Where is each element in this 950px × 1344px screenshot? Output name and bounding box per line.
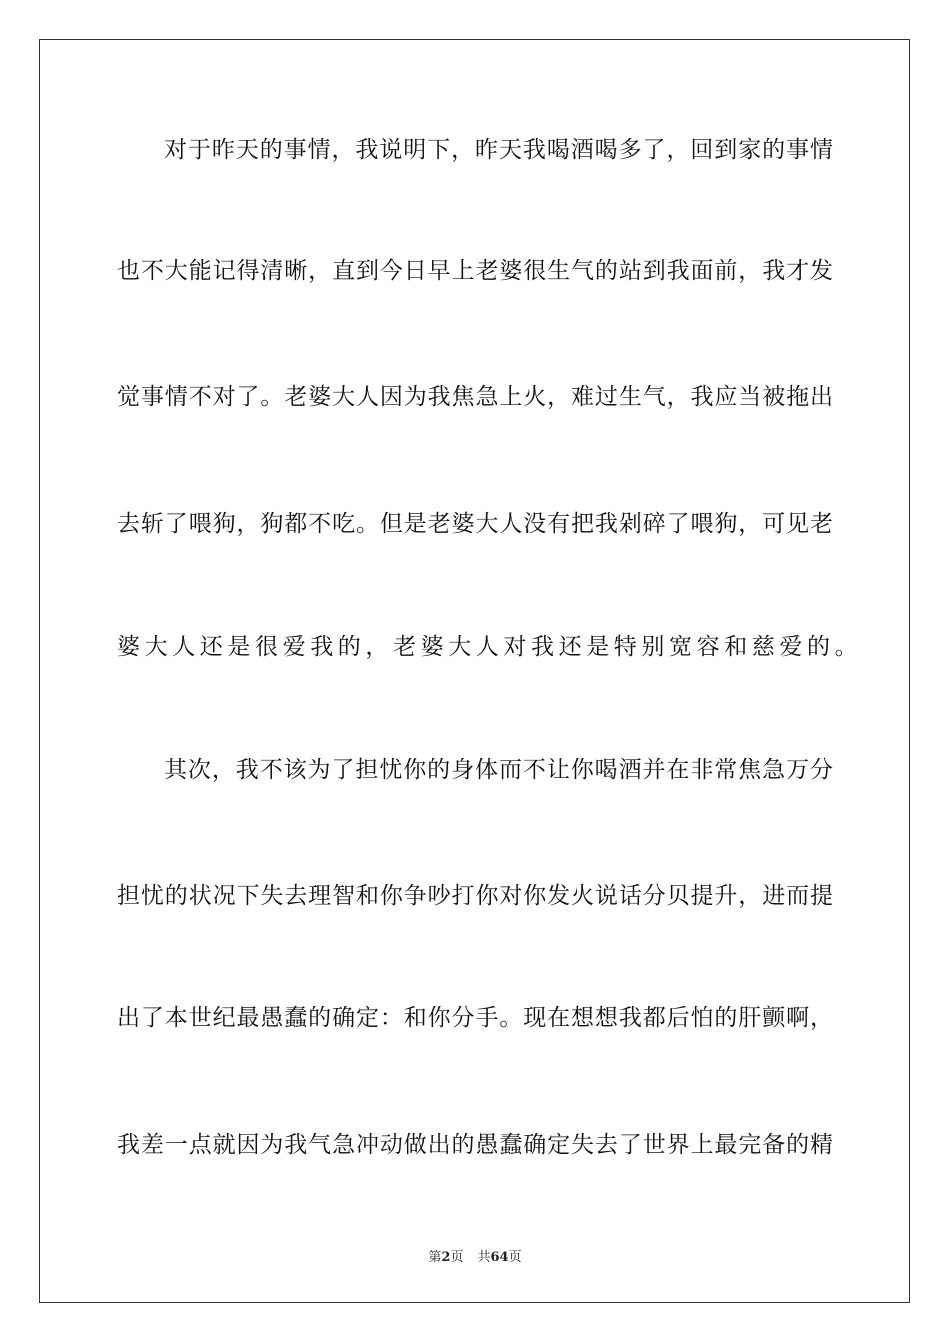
footer-total-prefix: 共 [477, 1250, 491, 1265]
footer-total-suffix: 页 [508, 1250, 522, 1265]
page-border [39, 39, 910, 1303]
footer-page-suffix: 页 [450, 1250, 464, 1265]
page-footer [0, 1246, 950, 1265]
paragraph-1-line-2: 也不大能记得清晰，直到今日早上老婆很生气的站到我面前，我才发 [117, 258, 833, 284]
footer-total-number: 64 [490, 1250, 509, 1265]
paragraph-1-line-4: 去斩了喂狗，狗都不吃。但是老婆大人没有把我剁碎了喂狗，可见老 [117, 511, 833, 537]
paragraph-2-line-2: 担忧的状况下失去理智和你争吵打你对你发火说话分贝提升，进而提 [117, 883, 833, 909]
paragraph-1-line-5: 婆大人还是很爱我的，老婆大人对我还是特别宽容和慈爱的。 [117, 634, 863, 660]
paragraph-2-line-1: 其次，我不该为了担忧你的身体而不让你喝酒并在非常焦急万分 [164, 757, 833, 783]
paragraph-1-line-3: 觉事情不对了。老婆大人因为我焦急上火，难过生气，我应当被拖出 [117, 384, 833, 410]
paragraph-2-line-4: 我差一点就因为我气急冲动做出的愚蠢确定失去了世界上最完备的精 [117, 1132, 833, 1158]
footer-page-prefix: 第 [428, 1250, 442, 1265]
footer-page-number: 2 [441, 1250, 451, 1265]
paragraph-2-line-3: 出了本世纪最愚蠢的确定：和你分手。现在想想我都后怕的肝颤啊， [117, 1005, 833, 1031]
paragraph-1-line-1: 对于昨天的事情，我说明下，昨天我喝酒喝多了，回到家的事情 [164, 137, 833, 163]
